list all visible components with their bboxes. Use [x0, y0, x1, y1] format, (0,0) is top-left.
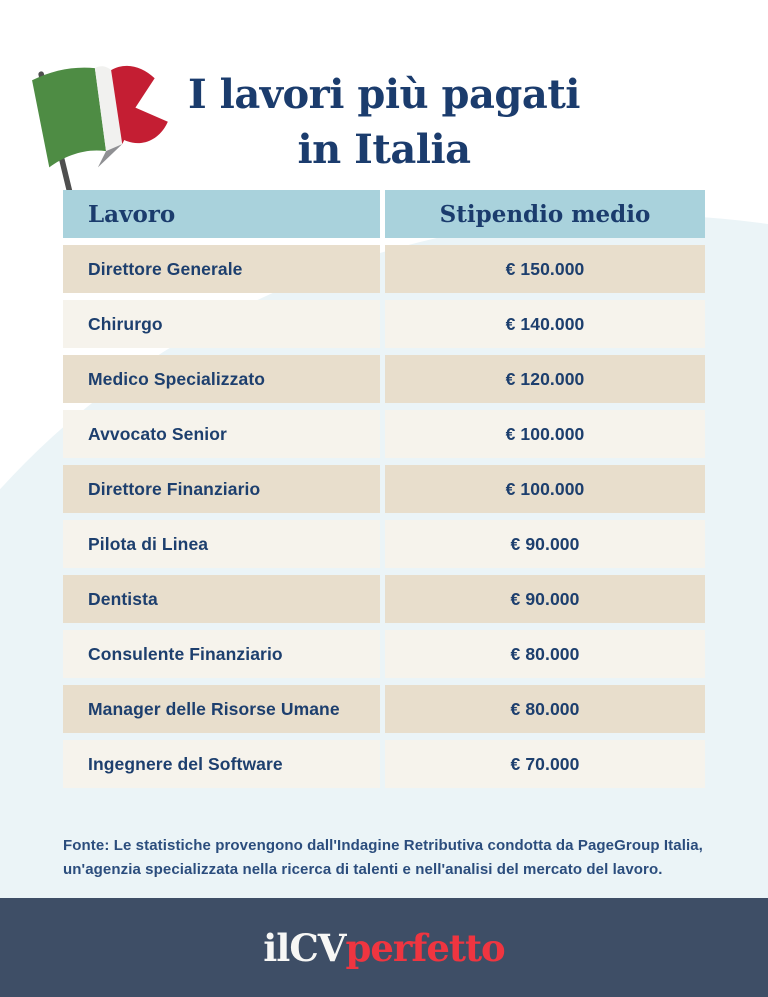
job-cell: Medico Specializzato [63, 355, 380, 403]
job-cell: Avvocato Senior [63, 410, 380, 458]
salary-cell: € 70.000 [385, 740, 705, 788]
salary-cell: € 150.000 [385, 245, 705, 293]
job-cell: Dentista [63, 575, 380, 623]
salary-cell: € 120.000 [385, 355, 705, 403]
salary-cell: € 90.000 [385, 520, 705, 568]
salary-cell: € 100.000 [385, 410, 705, 458]
job-cell: Chirurgo [63, 300, 380, 348]
salary-cell: € 90.000 [385, 575, 705, 623]
page-title [0, 67, 768, 177]
source-note: Fonte: Le statistiche provengono dall'Indagine Retributiva condotta da PageGroup Italia, un'agenzia specializzata nella ricerca di talenti e nell'analisi del mercato del lavoro. [63, 837, 703, 879]
title-line-2: in Italia [297, 125, 471, 173]
salary-cell: € 80.000 [385, 685, 705, 733]
job-cell: Consulente Finanziario [63, 630, 380, 678]
job-cell: Direttore Finanziario [63, 465, 380, 513]
job-cell: Pilota di Linea [63, 520, 380, 568]
title-line-1: I lavori più pagati [188, 70, 580, 118]
column-header-salary: Stipendio medio [385, 190, 705, 238]
salary-cell: € 140.000 [385, 300, 705, 348]
job-cell: Manager delle Risorse Umane [63, 685, 380, 733]
ilcvperfetto-logo [263, 926, 505, 970]
logo-part-red: perfetto [345, 925, 505, 970]
job-cell: Direttore Generale [63, 245, 380, 293]
job-cell: Ingegnere del Software [63, 740, 380, 788]
salary-cell: € 80.000 [385, 630, 705, 678]
salary-table [63, 190, 705, 788]
footer-bar [0, 898, 768, 997]
salary-cell: € 100.000 [385, 465, 705, 513]
logo-part-white: ilCV [263, 925, 346, 970]
column-header-job: Lavoro [63, 190, 380, 238]
